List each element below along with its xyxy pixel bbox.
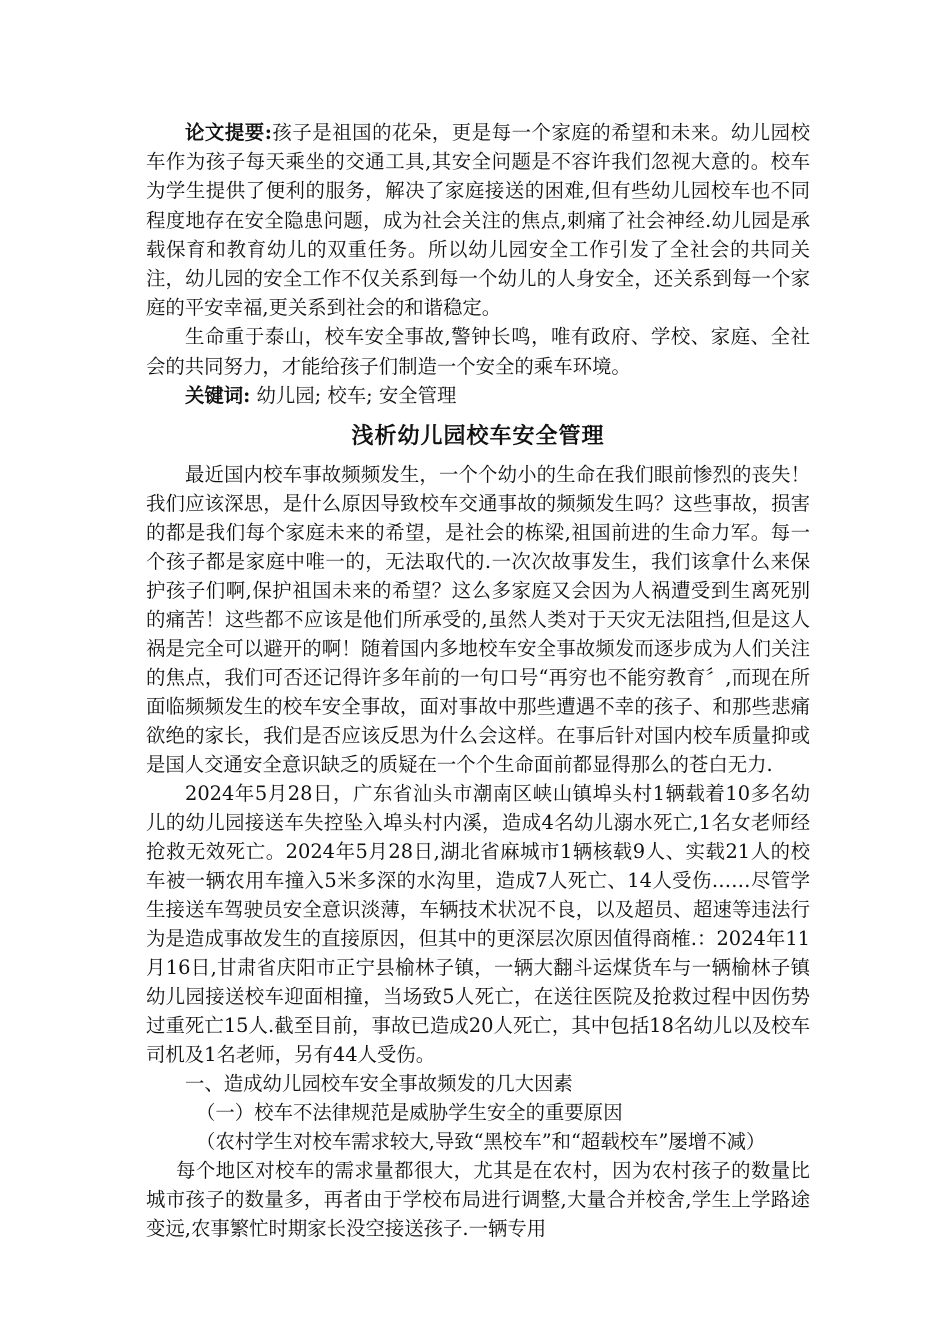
abstract-label: 论文提要: bbox=[185, 121, 272, 144]
section-heading: 一、造成幼儿园校车安全事故频发的几大因素 bbox=[185, 1072, 573, 1096]
body-paragraph-1: 最近国内校车事故频频发生，一个个幼小的生命在我们眼前惨烈的丧失！我们应该深思，是什么原因导致校车交通事故的频频发生吗？这些事故，损害的都是我们每个家庭未来的希望，是社会的栋梁,祖国前进的生命力军。每一个孩子都是家庭中唯一的，无法取代的.一次次故事发生，我们该拿什么来保护孩子们啊,保护祖国未来的希望？这么多家庭又会因为人祸遭受到生离死别的痛苦！这些都不应该是他们所承受的,虽然人类对于天灾无法阻挡,但是这人祸是完全可以避开的啊！随着国内多地校车安全事故频发而逐步成为人们关注的焦点，我们可否还记得许多年前的一句口号“再穷也不能穷教育〞,而现在所面临频频发生的校车安全事故，面对事故中那些遭遇不幸的孩子、和那些悲痛欲绝的家长，我们是否应该反思为什么会这样。在事后针对国内校车质量抑或是国人交通安全意识缺乏的质疑在一个个生命面前都显得那么的苍白无力. bbox=[146, 463, 810, 777]
body-paragraph-3: 每个地区对校车的需求量都很大，尤其是在农村，因为农村孩子的数量比城市孩子的数量多，再者由于学校布局进行调整,大量合并校舍,学生上学路途变远,农事繁忙时期家长没空接送孩子.一辆专用 bbox=[146, 1159, 810, 1241]
abstract-text: 孩子是祖国的花朵，更是每一个家庭的希望和未来。幼儿园校车作为孩子每天乘坐的交通工具,其安全问题是不容许我们忽视大意的。校车为学生提供了便利的服务，解决了家庭接送的困难,但有些幼儿园校车也不同程度地存在安全隐患问题，成为社会关注的焦点,刺痛了社会神经.幼儿园是承载保育和教育幼儿的双重任务。所以幼儿园安全工作引发了全社会的共同关注，幼儿园的安全工作不仅关系到每一个幼儿的人身安全，还关系到每一个家庭的平安幸福,更关系到社会的和谐稳定。 bbox=[146, 121, 810, 320]
abstract-paragraph bbox=[146, 118, 810, 322]
body-paragraph-2: 2024年5月28日，广东省汕头市潮南区峡山镇埠头村1辆载着10多名幼儿的幼儿园接送车失控坠入埠头村内溪，造成4名幼儿溺水死亡,1名女老师经抢救无效死亡。2024年5月28日,湖北省麻城市1辆核载9人、实载21人的校车被一辆农用车撞入5米多深的水沟里，造成7人死亡、14人受伤……尽管学生接送车驾驶员安全意识淡薄，车辆技术状况不良，以及超员、超速等违法行为是造成事故发生的直接原因，但其中的更深层次原因值得商榷.：2024年11月16日,甘肃省庆阳市正宁县榆林子镇，一辆大翻斗运煤货车与一辆榆林子镇幼儿园接送校车迎面相撞，当场致5人死亡，在送往医院及抢救过程中因伤势过重死亡15人.截至目前，事故已造成20人死亡，其中包括18名幼儿以及校车司机及1名老师，另有44人受伤。 bbox=[146, 782, 810, 1067]
keywords-label: 关键词: bbox=[185, 383, 251, 407]
document-page bbox=[146, 118, 810, 1243]
paper-title: 浅析幼儿园校车安全管理 bbox=[351, 423, 605, 450]
subsection-note: （农村学生对校车需求较大,导致“黑校车”和“超载校车”屡增不减） bbox=[196, 1130, 766, 1154]
keywords-line bbox=[146, 381, 810, 410]
abstract-paragraph-2: 生命重于泰山，校车安全事故,警钟长鸣，唯有政府、学校、家庭、全社会的共同努力，才能给孩子们制造一个安全的乘车环境。 bbox=[146, 325, 810, 378]
subsection-heading: （一）校车不法律规范是威胁学生安全的重要原因 bbox=[196, 1101, 623, 1125]
keywords-text: 幼儿园; 校车; 安全管理 bbox=[256, 383, 457, 407]
